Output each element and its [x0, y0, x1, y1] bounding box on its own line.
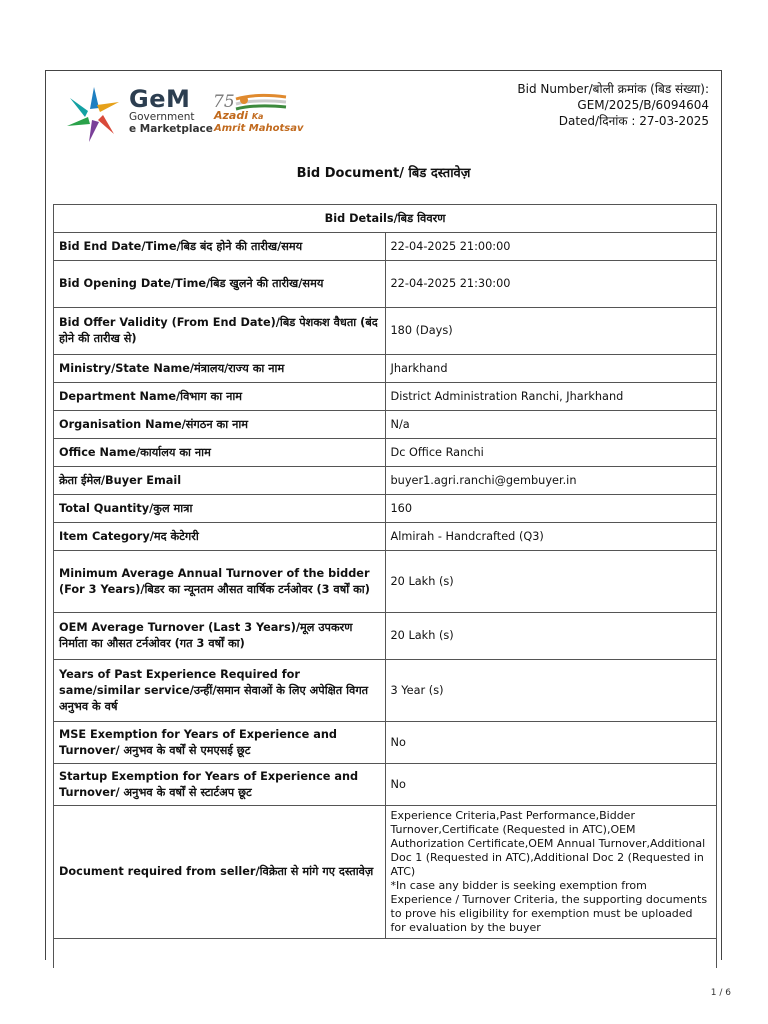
row-label: Bid Offer Validity (From End Date)/बिड पेशकश वैधता (बंद होने की तारीख से): [54, 308, 386, 355]
bid-number-block: [517, 81, 709, 129]
row-value: Jharkhand: [385, 355, 717, 383]
row-label: Office Name/कार्यालय का नाम: [54, 439, 386, 467]
table-row: [54, 261, 717, 308]
row-label: Total Quantity/कुल मात्रा: [54, 495, 386, 523]
table-row: [54, 551, 717, 613]
azadi-text: [214, 110, 303, 134]
table-row: [54, 308, 717, 355]
azadi-word: Azadi: [214, 109, 248, 122]
row-value: Dc Office Ranchi: [385, 439, 717, 467]
page-indicator: 1 / 6: [710, 988, 731, 998]
row-label: OEM Average Turnover (Last 3 Years)/मूल उपकरण निर्माता का औसत टर्नओवर (गत 3 वर्षों का): [54, 613, 386, 660]
dated-label: Dated/दिनांक :: [558, 114, 636, 128]
dated-value: 27-03-2025: [639, 114, 709, 128]
document-title: Bid Document/ बिड दस्तावेज़: [296, 166, 471, 181]
row-value: 160: [385, 495, 717, 523]
table-heading-row: [54, 205, 717, 233]
azadi-ka: Ka: [251, 112, 264, 121]
row-label: Item Category/मद केटेगरी: [54, 523, 386, 551]
bid-number-label: Bid Number/बोली क्रमांक (बिड संख्या):: [517, 82, 709, 96]
row-label: Document required from seller/विक्रेता से मांगे गए दस्तावेज़: [54, 806, 386, 939]
dated-line: [517, 113, 709, 129]
row-label: Years of Past Experience Required for same/similar service/उन्हीं/समान सेवाओं के लिए अपेक्षित विगत अनुभव के वर्ष: [54, 660, 386, 722]
row-label: MSE Exemption for Years of Experience and Turnover/ अनुभव के वर्षों से एमएसई छूट: [54, 722, 386, 764]
row-value: 20 Lakh (s): [385, 613, 717, 660]
row-value: District Administration Ranchi, Jharkhand: [385, 383, 717, 411]
row-label: Organisation Name/संगठन का नाम: [54, 411, 386, 439]
row-value: 22-04-2025 21:30:00: [385, 261, 717, 308]
table-row: [54, 355, 717, 383]
gem-line2: e Marketplace: [129, 123, 213, 135]
gem-line1: Government: [129, 111, 195, 123]
row-label: Bid Opening Date/Time/बिड खुलने की तारीख/समय: [54, 261, 386, 308]
row-value: buyer1.agri.ranchi@gembuyer.in: [385, 467, 717, 495]
table-row: [54, 722, 717, 764]
gem-logo-text: [129, 87, 213, 135]
table-row: [54, 523, 717, 551]
row-value: N/a: [385, 411, 717, 439]
table-row: [54, 764, 717, 806]
row-value: No: [385, 764, 717, 806]
row-value: Experience Criteria,Past Performance,Bidder Turnover,Certificate (Requested in ATC),OEM Authorization Certificate,OEM Annual Turnover,Additional Doc 1 (Requested in ATC),Additional Doc 2 (Requested in ATC) *In case any bidder is seeking exemption from Experience / Turnover Criteria, the supporting documents to prove his eligibility for exemption must be uploaded for evaluation by the buyer: [385, 806, 717, 939]
row-value: 180 (Days): [385, 308, 717, 355]
table-heading: Bid Details/बिड विवरण: [54, 205, 717, 233]
row-value: 22-04-2025 21:00:00: [385, 233, 717, 261]
azadi-number: 75: [213, 92, 235, 112]
bid-number-value: GEM/2025/B/6094604: [577, 98, 709, 112]
table-continuation: [53, 928, 717, 968]
azadi-amrit: Amrit Mahotsav: [214, 123, 304, 134]
table-row: [54, 495, 717, 523]
row-label: Ministry/State Name/मंत्रालय/राज्य का नाम: [54, 355, 386, 383]
table-row: [54, 439, 717, 467]
row-label: क्रेता ईमेल/Buyer Email: [54, 467, 386, 495]
table-row: [54, 233, 717, 261]
table-row: [54, 383, 717, 411]
row-value: Almirah - Handcrafted (Q3): [385, 523, 717, 551]
table-row: [54, 411, 717, 439]
row-value: 20 Lakh (s): [385, 551, 717, 613]
row-label: Minimum Average Annual Turnover of the bidder (For 3 Years)/बिडर का न्यूनतम औसत वार्षिक टर्नओवर (3 वर्षों का): [54, 551, 386, 613]
gem-name: GeM: [129, 85, 191, 113]
row-value: 3 Year (s): [385, 660, 717, 722]
table-row: [54, 660, 717, 722]
table-row: [54, 613, 717, 660]
row-value: No: [385, 722, 717, 764]
row-label: Department Name/विभाग का नाम: [54, 383, 386, 411]
table-row: [54, 806, 717, 939]
table-row: [54, 467, 717, 495]
document-page: [45, 70, 722, 960]
row-label: Startup Exemption for Years of Experience and Turnover/ अनुभव के वर्षों से स्टार्टअप छूट: [54, 764, 386, 806]
row-label: Bid End Date/Time/बिड बंद होने की तारीख/समय: [54, 233, 386, 261]
bid-details-table: [53, 204, 717, 939]
